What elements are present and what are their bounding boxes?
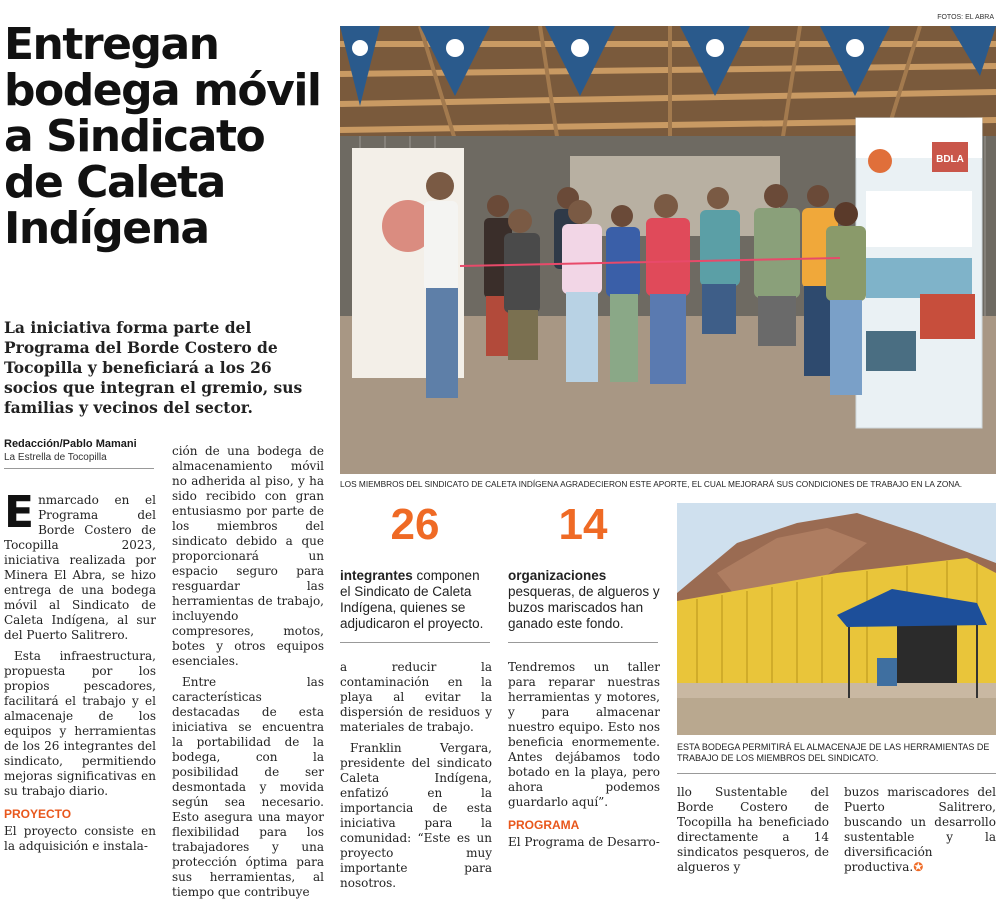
photo-credit: FOTOS: EL ABRA xyxy=(937,14,994,21)
paragraph-6: a reducir la contaminación en la playa al evitar la dispersión de residuos y materiales de trabajo. xyxy=(340,660,492,734)
paragraph-3: El proyecto consiste en la adquisición e instala- xyxy=(4,824,156,853)
subhead-programa: PROGRAMA xyxy=(508,818,580,832)
paragraph-5: Entre las características destacadas de esta iniciativa se encuentra la portabilidad de la bodega, con la posibilidad de ser desmontada y movida según sea necesario. Esto asegura una mayor flexibilidad para los trabajadores y una protección óptima para sus herramientas, al tiempo que contribuye xyxy=(172,675,324,899)
paragraph-1: Enmarcado en el Programa del Borde Costero de Tocopilla 2023, iniciativa realizada por Minera El Abra, se hizo entrega de una bodega móvil al Sindicato de Caleta Indígena, al sur del Puerto Salitrero. xyxy=(4,487,156,642)
stat-rule-2 xyxy=(508,642,658,643)
warehouse-photo-caption: ESTA BODEGA PERMITIRÁ EL ALMACENAJE DE LAS HERRAMIENTAS DE TRABAJO DE LOS MIEMBROS DEL SINDICATO. xyxy=(677,742,990,763)
body-column-3 xyxy=(340,660,492,897)
body-column-5 xyxy=(677,785,829,881)
body-column-2 xyxy=(172,444,324,906)
paragraph-4: ción de una bodega de almacenamiento móvil no adherida al piso, y ha sido recibido con gran entusiasmo por parte de los miembros del sindicato debido a que proporcionará un espacio seguro para resguardar las herramientas de trabajo, incluyendo compresores, motos, botes y otros equipos esenciales. xyxy=(172,444,324,668)
headline: Entregan bodega móvil a Sindicato de Caleta Indígena xyxy=(4,19,321,254)
paragraph-8: Tendremos un taller para reparar nuestras herramientas y motores, y para almacenar nuestro equipo. Esto nos beneficia enormemente. Antes dejábamos todo botado en la playa, pero ahora podemos guardarlo aquí”. xyxy=(508,660,660,809)
deck: La iniciativa forma parte del Programa del Borde Costero de Tocopilla y beneficiará a los 26 socios que integran el gremio, sus familias y vecinos del sector. xyxy=(4,318,303,417)
paragraph-11: buzos mariscadores del Puerto Salitrero, buscando un desarrollo sustentable y la diversificación productiva.✪ xyxy=(844,785,996,874)
body-column-6 xyxy=(844,785,996,881)
main-photo xyxy=(340,26,996,474)
body-column-1 xyxy=(4,487,156,860)
drop-cap: E xyxy=(4,487,35,538)
paragraph-10: llo Sustentable del Borde Costero de Tocopilla ha beneficiado directamente a 14 sindicatos pesqueros, de algueros y xyxy=(677,785,829,874)
warehouse-photo xyxy=(677,503,996,735)
byline: Redacción/Pablo Mamani xyxy=(4,438,137,450)
stat-description-14: organizaciones pesqueras, de algueros y buzos mariscados han ganado este fondo. xyxy=(508,568,660,631)
byline-outlet: La Estrella de Tocopilla xyxy=(4,452,107,463)
caption-rule xyxy=(677,773,996,774)
paragraph-9: El Programa de Desarro- xyxy=(508,835,660,849)
paragraph-7: Franklin Vergara, presidente del sindicato Caleta Indígena, enfatizó en la importancia de esta iniciativa para la comunidad: “Este es un proyecto muy importante para nosotros. xyxy=(340,741,492,890)
end-mark-icon: ✪ xyxy=(913,860,924,874)
main-photo-caption: LOS MIEMBROS DEL SINDICATO DE CALETA INDÍGENA AGRADECIERON ESTE APORTE, EL CUAL MEJORARÁ SUS CONDICIONES DE TRABAJO EN LA ZONA. xyxy=(340,479,963,489)
stat-number-14: 14 xyxy=(558,500,608,549)
stat-description-26: integrantes componen el Sindicato de Caleta Indígena, quienes se adjudicaron el proyecto. xyxy=(340,568,484,631)
body-column-4 xyxy=(508,660,660,856)
stat-number-26: 26 xyxy=(390,500,440,549)
paragraph-2: Esta infraestructura, propuesta por los propios pescadores, facilitará el trabajo y el almacenaje de los equipos y herramientas de los 26 integrantes del sindicato, permitiendo mejoras significativas en su trabajo diario. xyxy=(4,649,156,798)
byline-rule xyxy=(4,468,154,469)
stat-rule-1 xyxy=(340,642,490,643)
banner-logo: BDLA xyxy=(936,154,964,165)
subhead-proyecto: PROYECTO xyxy=(4,807,72,821)
